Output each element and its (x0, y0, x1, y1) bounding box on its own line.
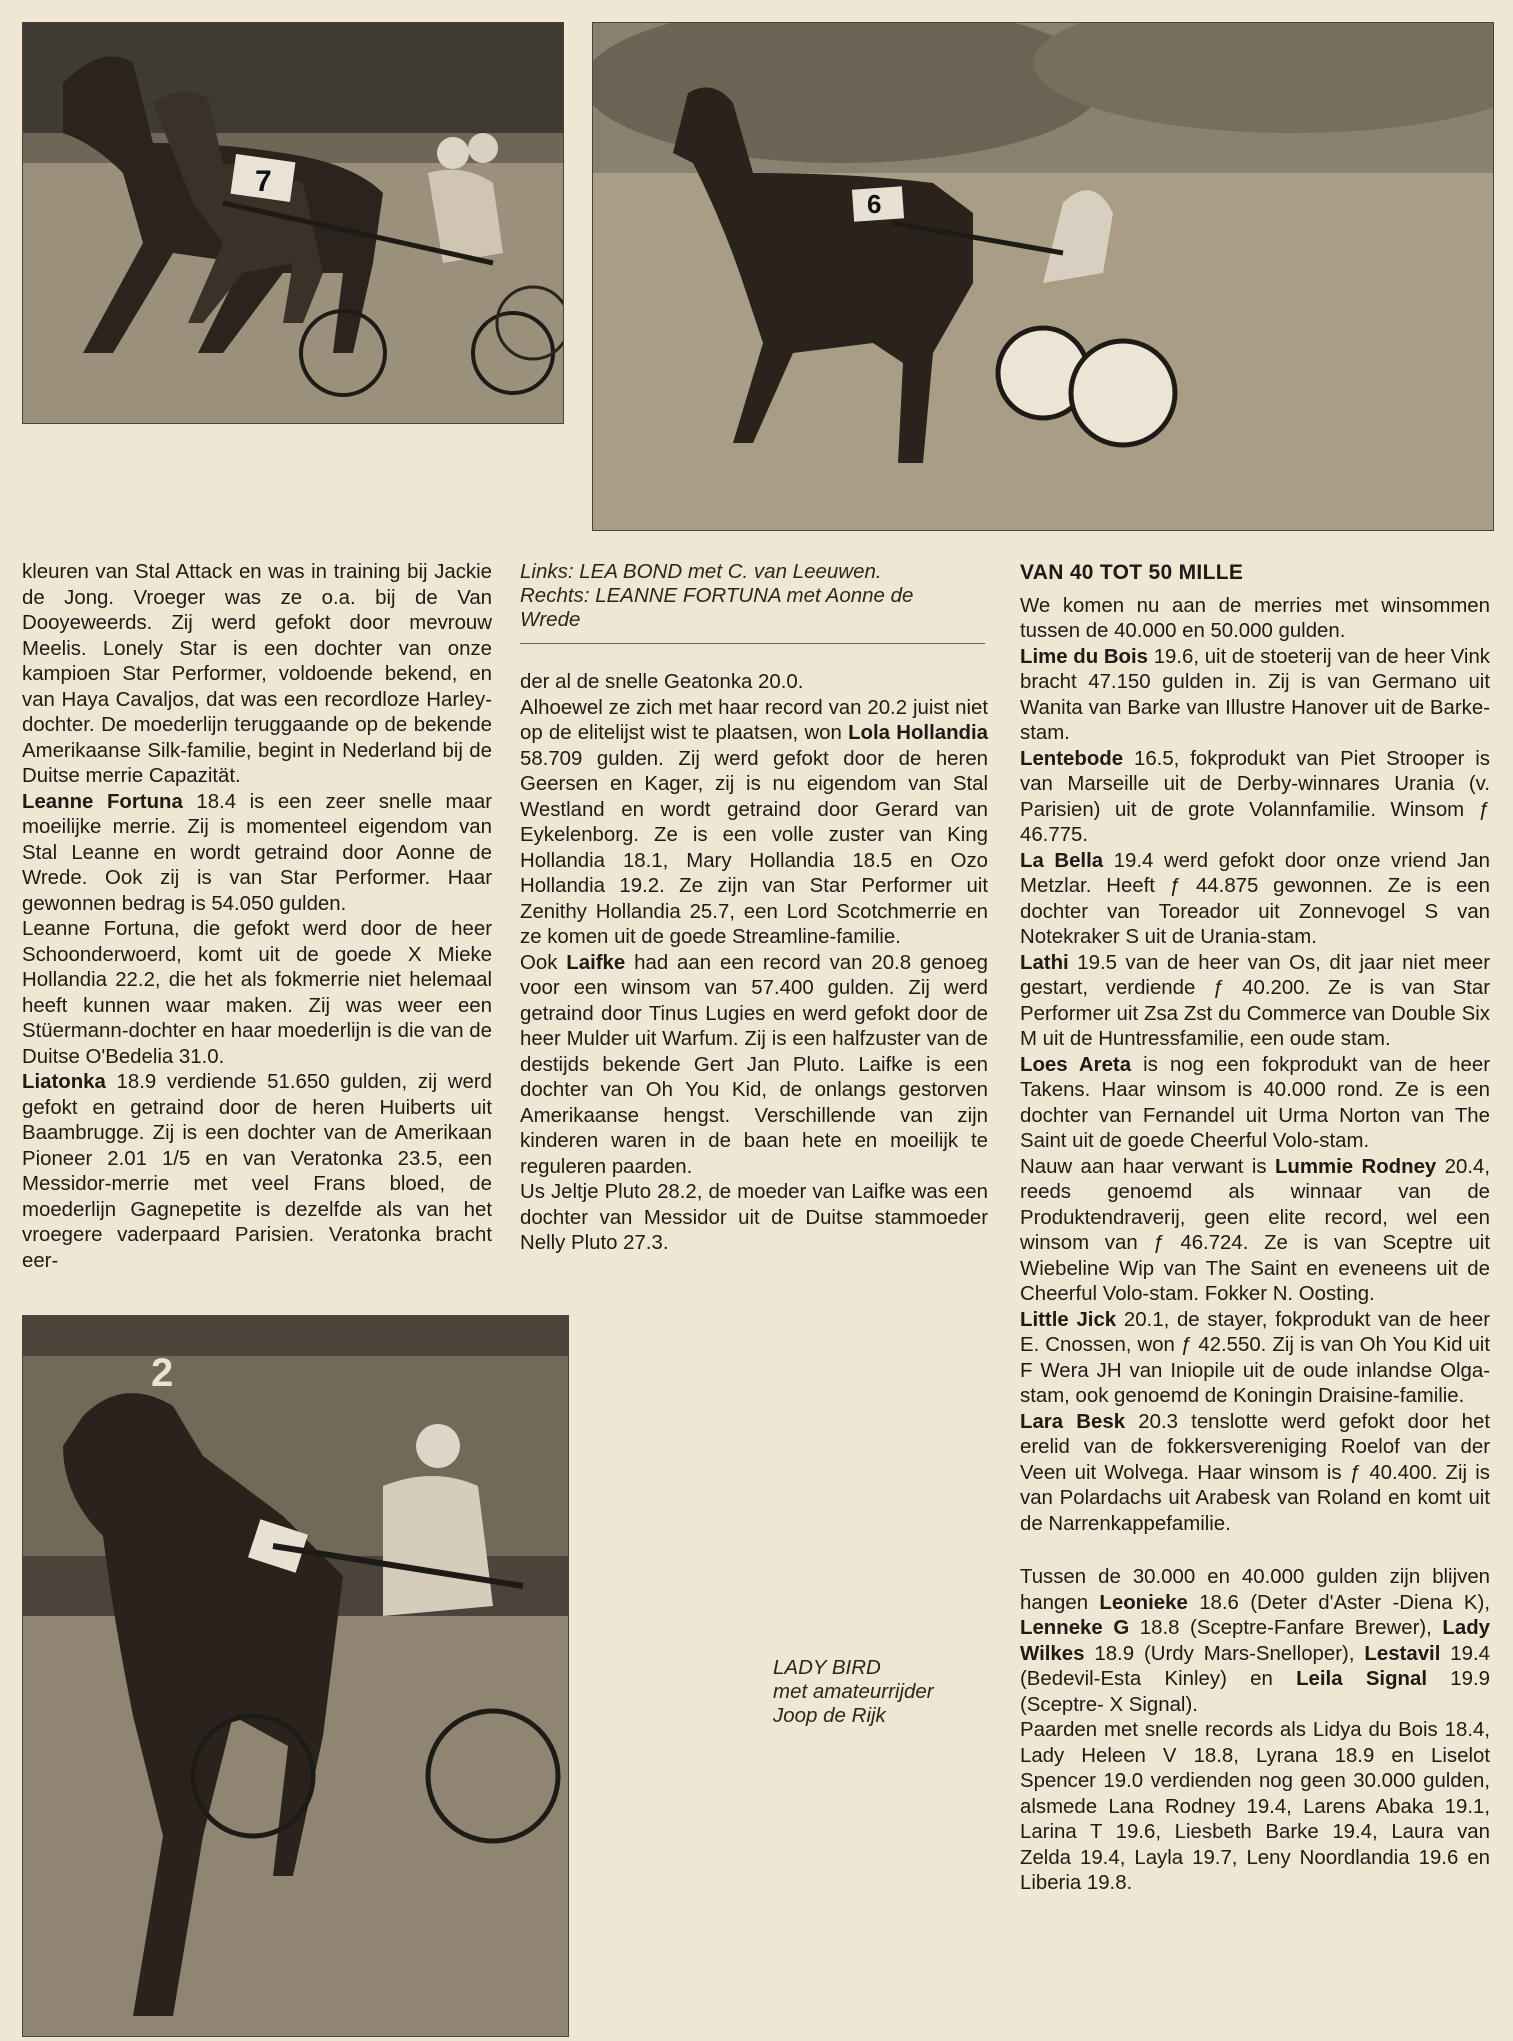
horse-name: Lestavil (1364, 1642, 1441, 1665)
photo-top-right (592, 22, 1494, 531)
photo-top-left (22, 22, 564, 424)
paragraph: Leanne Fortuna 18.4 is een zeer snelle maar moeilijke merrie. Zij is momenteel eigendom van Stal Leanne en wordt getraind door Aonne de Wrede. Ook zij is van Star Performer. Haar gewonnen bedrag is 54.050 gulden. (22, 790, 492, 915)
horse-name: La Bella (1020, 849, 1104, 872)
horse-name: Lola Hollandia (848, 722, 988, 744)
column-3 (1020, 560, 1490, 1897)
paragraph: kleuren van Stal Attack en was in training bij Jackie de Jong. Vroeger was ze o.a. bij de Van Dooyeweerds. Zij werd gefokt door mevrouw Meelis. Lonely Star is een dochter van onze kampioen Star Performer, voldoende bekend, en van Haya Cavaljos, dat was een recordloze Harley-dochter. De moederlijn teruggaande op de bekende Amerikaanse Silk-familie, begint in Nederland bij de Duitse merrie Capazität. (22, 561, 492, 787)
paragraph: Alhoewel ze zich met haar record van 20.2 juist niet op de elitelijst wist te plaatsen, won Lola Hollandia 58.709 gulden. Zij werd gefokt door de heren Geersen en Kager, zij is nu eigendom van Stal Westland en wordt getraind door Gerard van Eykelenborg. Ze is een volle zuster van King Hollandia 18.1, Mary Hollandia 18.5 en Ozo Hollandia 19.2. Ze zijn van Star Performer uit Zenithy Hollandia 25.7, een Lord Scotchmerrie en ze komen uit de goede Streamline-familie. (520, 696, 988, 948)
paragraph: Lime du Bois 19.6, uit de stoeterij van de heer Vink bracht 47.150 gulden in. Zij is van Germano uit Wanita van Barke van Illustre Hanover uit de Barke-stam. (1020, 645, 1490, 744)
horse-name: Lentebode (1020, 747, 1124, 770)
horse-name: Laifke (566, 951, 626, 974)
caption-lady-bird (773, 1656, 993, 1728)
horse-name: Little Jick (1020, 1308, 1117, 1331)
photo-bottom-left (22, 1315, 569, 2037)
harness-racing-photo-icon (23, 23, 563, 423)
caption-line: Rechts: LEANNE FORTUNA met Aonne de (520, 584, 914, 607)
paragraph: Ook Laifke had aan een record van 20.8 genoeg voor een winsom van 57.400 gulden. Zij werd getraind door Tinus Lugies en werd gefokt door de heer Mulder uit Warfum. Zij is een halfzuster van de destijds bekende Gert Jan Pluto. Laifke is een dochter van Oh You Kid, de onlangs gestorven Amerikaanse hengst. Verschillende van zijn kinderen waren in de baan hete en moeilijk te reguleren paarden. (520, 951, 988, 1178)
paragraph: La Bella 19.4 werd gefokt door onze vriend Jan Metzlar. Heeft ƒ 44.875 gewonnen. Ze is een dochter van Toreador uit Zonnevogel S van Notekraker S uit de Urania-stam. (1020, 849, 1490, 948)
horse-name: Loes Areta (1020, 1053, 1132, 1076)
horse-name: Liatonka (22, 1071, 106, 1093)
caption-line: LADY BIRD (773, 1656, 881, 1679)
paragraph: Us Jeltje Pluto 28.2, de moeder van Laifke was een dochter van Messidor uit de Duitse stammoeder Nelly Pluto 27.3. (520, 1181, 988, 1254)
caption-lea-bond-leanne-fortuna (520, 560, 990, 632)
horse-name: Lenneke G (1020, 1617, 1130, 1639)
paragraph: der al de snelle Geatonka 20.0. (520, 671, 804, 693)
paragraph: Leanne Fortuna, die gefokt werd door de heer Schoonderwoerd, komt uit de goede X Mieke Hollandia 22.2, die het als fokmerrie niet helemaal heeft kunnen waar maken. Zij was weer een Stüermann-dochter en haar moederlijn is die van de Duitse O'Bedelia 31.0. (22, 918, 492, 1068)
paragraph: We komen nu aan de merries met winsommen tussen de 40.000 en 50.000 gulden. (1020, 594, 1490, 642)
paragraph: Lara Besk 20.3 tenslotte werd gefokt door het erelid van de fokkersvereniging Roelof van der Veen uit Wolvega. Haar winsom is ƒ 40.400. Zij is van Polardachs uit Arabesk van Roland en komt uit de Narrenkappefamilie. (1020, 1410, 1491, 1535)
paragraph: Liatonka 18.9 verdiende 51.650 gulden, zij werd gefokt en getraind door de heren Huiberts uit Baambrugge. Zij is een dochter van de Amerikaan Pioneer 2.01 1/5 en van Veratonka 23.5, een Messidor-merrie met veel Frans bloed, de moederlijn Gagnepetite is dezelfde als van het vroegere vaderpaard Parisien. Veratonka bracht eer- (22, 1071, 492, 1272)
paragraph: Tussen de 30.000 en 40.000 gulden zijn blijven hangen Leonieke 18.6 (Deter d'Aster -Diena K), Lenneke G 18.8 (Sceptre-Fanfare Brewer), Lady Wilkes 18.9 (Urdy Mars-Snelloper), Lestavil 19.4 (Bedevil-Esta Kinley) en Leila Signal 19.9 (Sceptre- X Signal). (1020, 1566, 1490, 1716)
horse-name: Lathi (1020, 951, 1069, 974)
caption-line: Joop de Rijk (773, 1704, 886, 1727)
section-heading: VAN 40 TOT 50 MILLE (1020, 561, 1244, 584)
paragraph: Lentebode 16.5, fokprodukt van Piet Strooper is van Marseille uit de Derby-winnares Urania (v. Parisien) uit de grote Volannfamilie. Winsom ƒ 46.775. (1020, 747, 1490, 846)
horse-name: Lummie Rodney (1274, 1155, 1437, 1178)
horse-name: Lara Besk (1020, 1410, 1126, 1433)
horse-name: Lady Wilkes (1020, 1617, 1490, 1665)
horse-name: Leonieke (1099, 1591, 1188, 1614)
paragraph: Nauw aan haar verwant is Lummie Rodney 20.4, reeds genoemd als winnaar van de Produktendraverij, geen elite record, wel een winsom van ƒ 46.724. Ze is van Sceptre uit Wiebeline Wip van The Saint en eveneens uit de Cheerful Volo-stam. Fokker N. Oosting. (1020, 1155, 1490, 1305)
paragraph: Loes Areta is nog een fokprodukt van de heer Takens. Haar winsom is 40.000 rond. Ze is een dochter van Fernandel uit Urma Norton van The Saint uit de goede Cheerful Volo-stam. (1020, 1053, 1490, 1152)
paragraph: Little Jick 20.1, de stayer, fokprodukt van de heer E. Cnossen, won ƒ 42.550. Zij is van Oh You Kid uit F Wera JH van Iniopile uit de oude inlandse Olga-stam, ook genoemd de Koningin Draisine-familie. (1020, 1308, 1490, 1407)
horse-name: Leanne Fortuna (22, 790, 183, 813)
horse-name: Leila Signal (1296, 1668, 1428, 1690)
number-2: 2 (151, 1351, 174, 1395)
number-7: 7 (255, 165, 272, 198)
number-6: 6 (867, 189, 882, 219)
paragraph: Paarden met snelle records als Lidya du Bois 18.4, Lady Heleen V 18.8, Lyrana 18.9 en Liselot Spencer 19.0 verdienden nog geen 30.000 gulden, alsmede Lana Rodney 19.4, Larens Abaka 19.1, Larina T 19.6, Liesbeth Barke 19.4, Laura van Zelda 19.4, Layla 19.7, Leny Noordlandia 19.6 en Liberia 19.8. (1020, 1719, 1490, 1894)
caption-line: Wrede (520, 608, 581, 631)
column-1 (22, 560, 492, 1274)
column-2 (520, 670, 988, 1257)
caption-line: met amateurrijder (773, 1680, 934, 1703)
caption-line: Links: LEA BOND met C. van Leeuwen. (520, 560, 882, 583)
horse-name: Lime du Bois (1020, 645, 1149, 668)
paragraph: Lathi 19.5 van de heer van Os, dit jaar niet meer gestart, verdiende ƒ 40.200. Ze is van Star Performer uit Zsa Zst du Commerce van Double Six M uit de Huntressfamilie, een oude stam. (1020, 951, 1490, 1050)
harness-racing-photo-icon (593, 23, 1493, 530)
harness-racing-photo-icon (23, 1316, 568, 2036)
paragraph-gap (1020, 1537, 1490, 1565)
caption-divider (520, 643, 985, 644)
